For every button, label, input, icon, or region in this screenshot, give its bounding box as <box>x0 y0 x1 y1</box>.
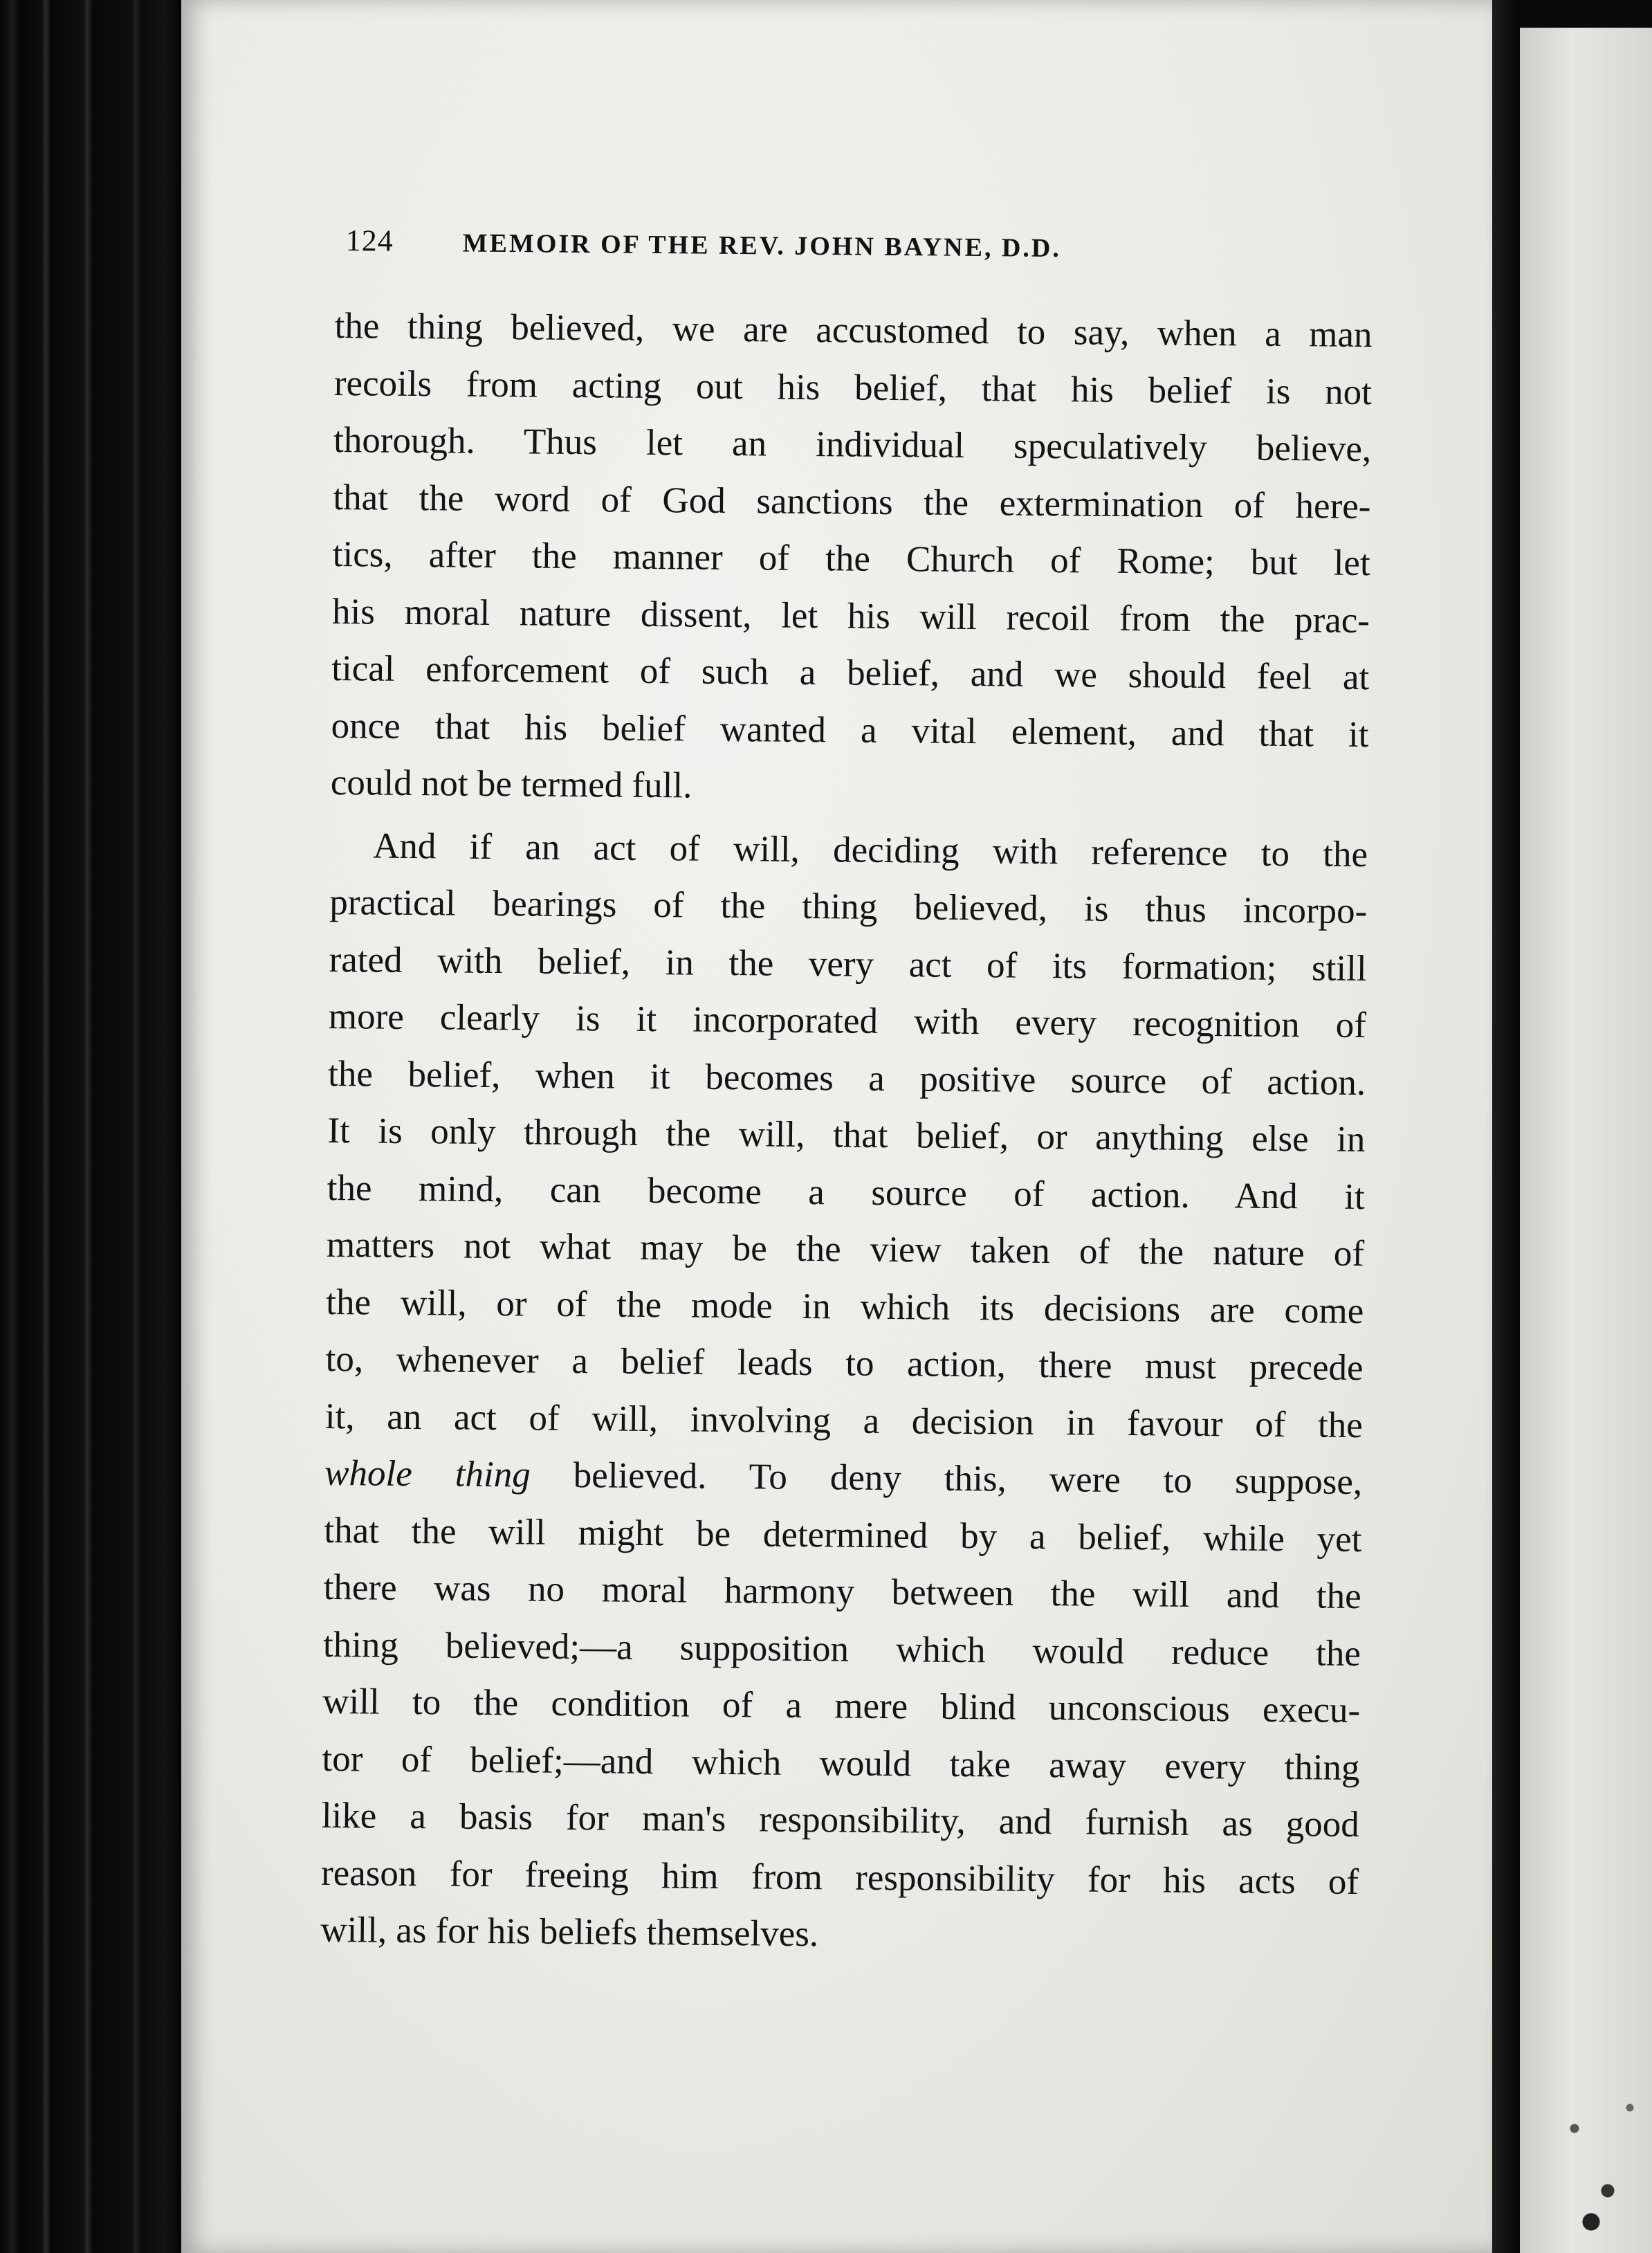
page-number: 124 <box>345 223 394 258</box>
text-line: his moral nature dissent, let his will recoil from the prac- <box>331 591 1370 641</box>
text-line: the thing believed, we are accustomed to say, when a man <box>334 305 1373 356</box>
text-line: thing believed;—a supposition which would reduce the <box>322 1624 1361 1674</box>
text-line: thorough. Thus let an individual speculatively believe, <box>333 419 1372 470</box>
top-shadow <box>1520 0 1652 28</box>
page-damage-speckles <box>1541 2045 1652 2253</box>
page-gutter-shadow <box>1492 0 1520 2253</box>
text-line: tor of belief;—and which would take away every thing <box>322 1738 1360 1788</box>
text-line: practical bearings of the thing believed, is thus incorpo- <box>329 882 1368 932</box>
text-line: matters not what may be the view taken of the nature of <box>326 1224 1365 1275</box>
text-line: the will, or of the mode in which its decisions are come <box>326 1281 1364 1331</box>
text-line: It is only through the will, that belief, or anything else in <box>327 1110 1366 1160</box>
text-line: like a basis for man's responsibility, and furnish as good <box>321 1795 1360 1845</box>
text-line: the mind, can become a source of action. And it <box>327 1167 1365 1217</box>
text-line: it, an act of will, involving a decision in favour of the <box>324 1396 1364 1445</box>
text-line: to, whenever a belief leads to action, there must precede <box>325 1338 1364 1389</box>
text-line: reason for freeing him from responsibility for his acts of <box>320 1852 1359 1902</box>
text-line: could not be termed full. <box>330 762 692 806</box>
text-line: once that his belief wanted a vital element, and that it <box>331 705 1369 755</box>
text-line-with-italic <box>324 1445 1363 1511</box>
italic-phrase: whole thing <box>324 1452 531 1495</box>
text-line: And if an act of will, deciding with reference to the <box>372 826 1368 875</box>
running-head-title: MEMOIR OF THE REV. JOHN BAYNE, D.D. <box>462 228 1061 264</box>
text-line: rated with belief, in the very act of its formation; still <box>329 939 1367 989</box>
text-line: tics, after the manner of the Church of Rome; but let <box>332 533 1370 584</box>
text-line-rest: believed. To deny this, were to suppose, <box>530 1454 1363 1503</box>
text-line: tical enforcement of such a belief, and we should feel at <box>331 648 1370 698</box>
text-line: recoils from acting out his belief, that his belief is not <box>333 363 1373 412</box>
body-text <box>320 298 1373 1967</box>
text-line: the belief, when it becomes a positive source of action. <box>327 1053 1366 1103</box>
book-binding-edge <box>0 0 181 2253</box>
text-line: more clearly is it incorporated with every recognition of <box>328 996 1367 1046</box>
text-line: that the will might be determined by a belief, while yet <box>324 1510 1362 1560</box>
text-line: that the word of God sanctions the extermination of here- <box>333 477 1371 527</box>
text-line: there was no moral harmony between the will and the <box>323 1567 1361 1617</box>
adjacent-page-edge <box>1520 28 1652 2253</box>
text-line: will to the condition of a mere blind unconscious execu- <box>322 1681 1361 1731</box>
text-line: will, as for his beliefs themselves. <box>320 1909 819 1955</box>
